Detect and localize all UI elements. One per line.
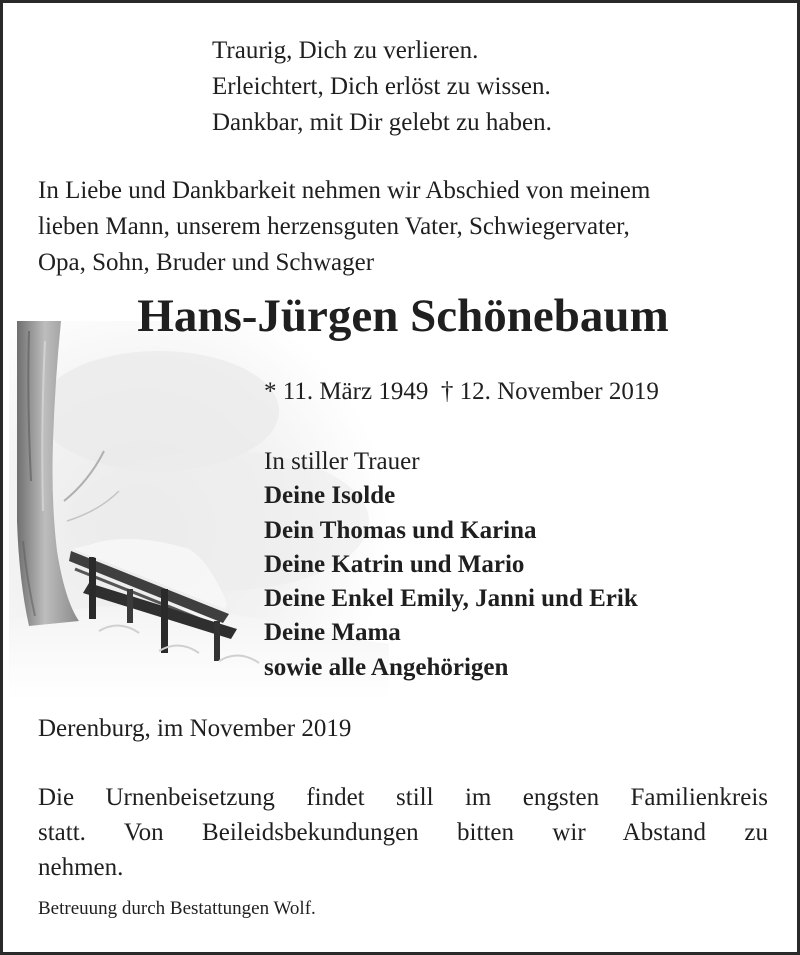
funeral-notice [38, 780, 768, 885]
mourner-name: Deine Isolde [264, 482, 396, 510]
notice-line: statt. Von Beileidsbekundungen bitten wir Abstand zu [38, 819, 768, 846]
life-dates: * 11. März 1949 † 12. November 2019 [264, 378, 659, 405]
intro-line: In Liebe und Dankbarkeit nehmen wir Abschied von meinem [38, 177, 651, 204]
mourner-name: sowie alle Angehörigen [264, 653, 509, 681]
mourner-name: Dein Thomas und Karina [264, 516, 537, 544]
intro-line: Opa, Sohn, Bruder und Schwager [38, 249, 375, 276]
funeral-home-credit: Betreuung durch Bestattungen Wolf. [38, 898, 316, 919]
mourner-name: Deine Enkel Emily, Janni und Erik [264, 585, 638, 613]
mourners-list [264, 445, 638, 685]
place-and-date: Derenburg, im November 2019 [38, 715, 352, 742]
notice-line: nehmen. [38, 854, 124, 881]
intro-line: lieben Mann, unserem herzensguten Vater, Schwiegervater, [38, 213, 630, 240]
mourner-name: Deine Katrin und Mario [264, 550, 525, 578]
mourners-heading: In stiller Trauer [264, 448, 420, 475]
poem-line: Traurig, Dich zu verlieren. [212, 37, 479, 64]
mourner-name: Deine Mama [264, 619, 401, 647]
poem-line: Dankbar, mit Dir gelebt zu haben. [212, 109, 552, 136]
poem [212, 33, 552, 141]
poem-line: Erleichtert, Dich erlöst zu wissen. [212, 73, 551, 100]
notice-line: Die Urnenbeisetzung findet still im engsten Familienkreis [38, 784, 768, 811]
intro-text [38, 173, 778, 281]
deceased-name: Hans-Jürgen Schönebaum [137, 290, 669, 342]
